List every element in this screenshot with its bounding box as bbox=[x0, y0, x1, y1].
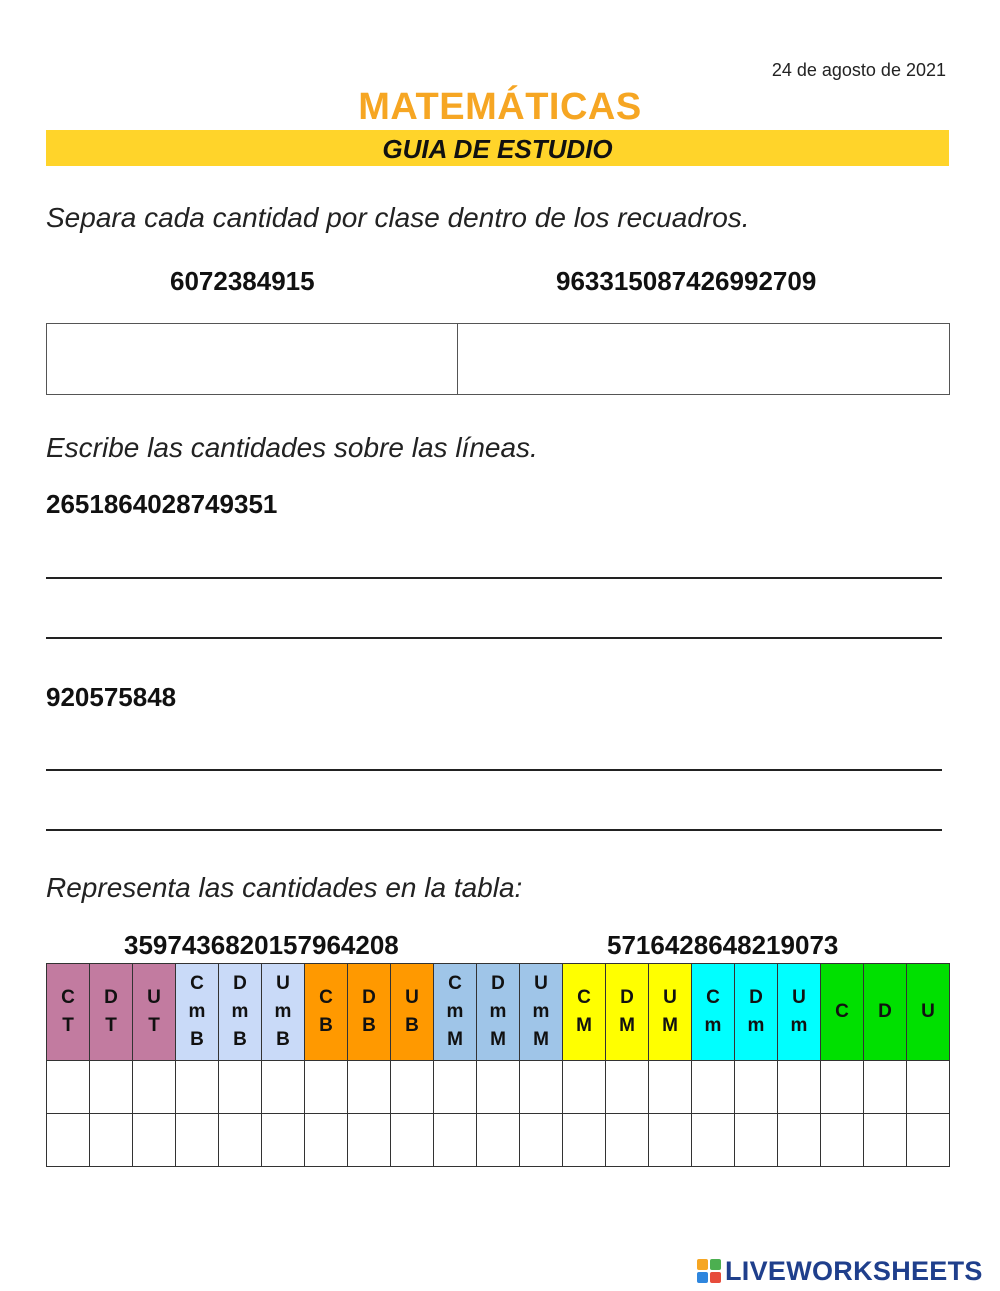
answer-cell[interactable] bbox=[90, 1061, 133, 1114]
instruction-separate: Separa cada cantidad por clase dentro de los recuadros. bbox=[46, 202, 750, 233]
answer-cell[interactable] bbox=[176, 1061, 219, 1114]
answer-cell[interactable] bbox=[735, 1061, 778, 1114]
answer-cell[interactable] bbox=[864, 1061, 907, 1114]
answer-cell[interactable] bbox=[563, 1061, 606, 1114]
answer-cell[interactable] bbox=[907, 1114, 950, 1167]
answer-cell[interactable] bbox=[907, 1061, 950, 1114]
table-header-row bbox=[47, 964, 950, 1061]
column-header: C B bbox=[305, 964, 348, 1061]
number-table-left: 3597436820157964208 bbox=[124, 930, 399, 960]
answer-cell[interactable] bbox=[47, 1114, 90, 1167]
answer-cell[interactable] bbox=[90, 1114, 133, 1167]
answer-line[interactable] bbox=[46, 769, 942, 771]
column-header: U T bbox=[133, 964, 176, 1061]
answer-cell[interactable] bbox=[219, 1114, 262, 1167]
answer-cell[interactable] bbox=[262, 1061, 305, 1114]
column-header: D bbox=[864, 964, 907, 1061]
column-header: U m B bbox=[262, 964, 305, 1061]
column-header: C bbox=[821, 964, 864, 1061]
column-header: C M bbox=[563, 964, 606, 1061]
answer-line[interactable] bbox=[46, 577, 942, 579]
instruction-represent: Representa las cantidades en la tabla: bbox=[46, 872, 523, 903]
answer-cell[interactable] bbox=[864, 1114, 907, 1167]
answer-cell[interactable] bbox=[649, 1061, 692, 1114]
answer-cell[interactable] bbox=[735, 1114, 778, 1167]
instruction-write: Escribe las cantidades sobre las líneas. bbox=[46, 432, 538, 463]
column-header: U m bbox=[778, 964, 821, 1061]
column-header: C m M bbox=[434, 964, 477, 1061]
answer-cell[interactable] bbox=[348, 1114, 391, 1167]
number-separate-right: 963315087426992709 bbox=[556, 266, 817, 296]
number-separate-left: 6072384915 bbox=[170, 266, 315, 296]
logo-square bbox=[697, 1272, 708, 1283]
answer-line[interactable] bbox=[46, 637, 942, 639]
answer-cell[interactable] bbox=[176, 1114, 219, 1167]
answer-box-left[interactable] bbox=[47, 324, 458, 394]
logo-mark-icon bbox=[697, 1259, 721, 1283]
liveworksheets-logo bbox=[697, 1256, 983, 1286]
answer-cell[interactable] bbox=[821, 1114, 864, 1167]
answer-cell[interactable] bbox=[477, 1061, 520, 1114]
number-write-b: 920575848 bbox=[46, 682, 177, 712]
column-header: U B bbox=[391, 964, 434, 1061]
answer-cell[interactable] bbox=[520, 1114, 563, 1167]
answer-box-right[interactable] bbox=[458, 324, 949, 394]
answer-cell[interactable] bbox=[520, 1061, 563, 1114]
column-header: D m B bbox=[219, 964, 262, 1061]
logo-wordmark: LIVEWORKSHEETS bbox=[725, 1255, 983, 1286]
answer-cell[interactable] bbox=[305, 1061, 348, 1114]
column-header: D m bbox=[735, 964, 778, 1061]
answer-line[interactable] bbox=[46, 829, 942, 831]
subtitle-banner: GUIA DE ESTUDIO bbox=[46, 130, 949, 166]
column-header: U m M bbox=[520, 964, 563, 1061]
column-header: U bbox=[907, 964, 950, 1061]
answer-cell[interactable] bbox=[47, 1061, 90, 1114]
table-row bbox=[47, 1114, 950, 1167]
answer-cell[interactable] bbox=[348, 1061, 391, 1114]
answer-cell[interactable] bbox=[649, 1114, 692, 1167]
answer-cell[interactable] bbox=[477, 1114, 520, 1167]
worksheet-date: 24 de agosto de 2021 bbox=[771, 60, 946, 80]
answer-cell[interactable] bbox=[778, 1061, 821, 1114]
number-write-a: 2651864028749351 bbox=[46, 489, 278, 519]
answer-cell[interactable] bbox=[563, 1114, 606, 1167]
place-value-table bbox=[46, 963, 950, 1167]
answer-cell[interactable] bbox=[305, 1114, 348, 1167]
column-header: C m B bbox=[176, 964, 219, 1061]
answer-cell[interactable] bbox=[391, 1114, 434, 1167]
answer-cell[interactable] bbox=[262, 1114, 305, 1167]
answer-cell[interactable] bbox=[821, 1061, 864, 1114]
logo-square bbox=[710, 1259, 721, 1270]
table-row bbox=[47, 1061, 950, 1114]
page-title: MATEMÁTICAS bbox=[358, 86, 642, 128]
logo-square bbox=[710, 1272, 721, 1283]
logo-square bbox=[697, 1259, 708, 1270]
column-header: D m M bbox=[477, 964, 520, 1061]
column-header: U M bbox=[649, 964, 692, 1061]
column-header: D M bbox=[606, 964, 649, 1061]
answer-cell[interactable] bbox=[219, 1061, 262, 1114]
column-header: D T bbox=[90, 964, 133, 1061]
answer-cell[interactable] bbox=[778, 1114, 821, 1167]
number-table-right: 5716428648219073 bbox=[607, 930, 839, 960]
answer-cell[interactable] bbox=[692, 1061, 735, 1114]
answer-cell[interactable] bbox=[434, 1114, 477, 1167]
column-header: C m bbox=[692, 964, 735, 1061]
separation-box bbox=[46, 323, 950, 395]
answer-cell[interactable] bbox=[434, 1061, 477, 1114]
answer-cell[interactable] bbox=[133, 1114, 176, 1167]
answer-cell[interactable] bbox=[133, 1061, 176, 1114]
answer-cell[interactable] bbox=[692, 1114, 735, 1167]
answer-cell[interactable] bbox=[606, 1061, 649, 1114]
column-header: C T bbox=[47, 964, 90, 1061]
column-header: D B bbox=[348, 964, 391, 1061]
answer-cell[interactable] bbox=[606, 1114, 649, 1167]
answer-cell[interactable] bbox=[391, 1061, 434, 1114]
